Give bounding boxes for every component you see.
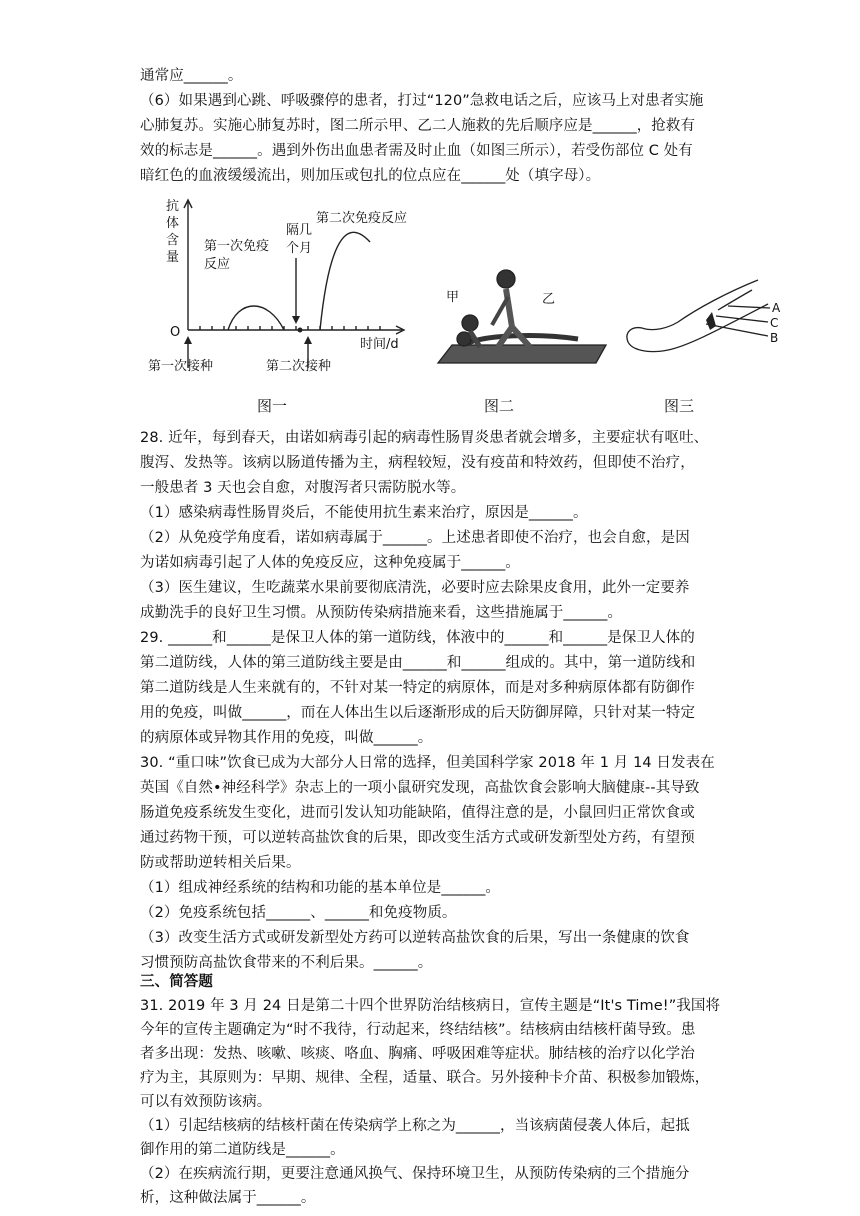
label-a: A — [772, 301, 781, 315]
y-label-char: 体 — [166, 216, 180, 231]
figure-3-leg-illustration — [618, 270, 788, 370]
text-line: 效的标志是______。遇到外伤出血患者需及时止血（如图三所示），若受伤部位 C 处有 — [140, 143, 693, 159]
text-line: 第二道防线是人生来就有的，不针对某一特定的病原体，而是对多种病原体都有防御作 — [140, 680, 695, 696]
text-line: （2）在疾病流行期，更要注意通风换气、保持环境卫生，从预防传染病的三个措施分 — [140, 1166, 690, 1182]
text-line: 的病原体或异物其作用的免疫，叫做______。 — [140, 730, 433, 746]
text-line: 防或帮助逆转相关后果。 — [140, 855, 301, 871]
text-line: 31. 2019 年 3 月 24 日是第二十四个世界防治结核病日，宣传主题是“It's Time!”我国将 — [140, 998, 721, 1014]
text-line: 第二道防线，人体的第三道防线主要是由______和______组成的。其中，第一道防线和 — [140, 655, 696, 671]
text-line: 成勤洗手的良好卫生习惯。从预防传染病措施来看，这些措施属于______。 — [140, 605, 623, 621]
text-line: 疗为主，其原则为：早期、规律、全程，适量、联合。另外接种卡介苗、积极参加锻炼， — [140, 1070, 710, 1086]
text-line: （3）改变生活方式或研发新型处方药可以逆转高盐饮食的后果，写出一条健康的饮食 — [140, 930, 690, 946]
first-shot-label: 第一次接种 — [148, 359, 214, 374]
y-label-char: 含 — [166, 233, 180, 248]
text-line: 通常应______。 — [140, 68, 243, 84]
interval-label: 个月 — [286, 241, 313, 256]
text-line: （6）如果遇到心跳、呼吸骤停的患者，打过“120”急救电话之后，应该马上对患者实施 — [140, 93, 704, 109]
text-line: 一般患者 3 天也会自愈，对腹泻者只需防脱水等。 — [140, 480, 466, 496]
origin-label: O — [170, 325, 181, 340]
first-response-label: 第一次免疫 — [204, 239, 270, 254]
text-line: 英国《自然•神经科学》杂志上的一项小鼠研究发现，高盐饮食会影响大脑健康--其导致 — [140, 780, 700, 796]
text-line: 暗红色的血液缓缓流出，则加压或包扎的位点应在______处（填字母）。 — [140, 168, 601, 184]
text-line: （2）从免疫学角度看，诺如病毒属于______。上述患者即使不治疗，也会自愈，是因 — [140, 530, 690, 546]
figure-2-cpr-illustration — [428, 255, 608, 370]
first-response-label: 反应 — [204, 257, 231, 272]
figure-1-antibody-chart — [140, 190, 420, 390]
text-line: 可以有效预防该病。 — [140, 1094, 272, 1110]
text-line: （1）引起结核病的结核杆菌在传染病学上称之为______，当该病菌侵袭人体后，起抵 — [140, 1118, 690, 1134]
text-line: 御作用的第二道防线是______。 — [140, 1142, 345, 1158]
text-line: 腹泻、发热等。该病以肠道传播为主，病程较短，没有疫苗和特效药，但即使不治疗， — [140, 455, 695, 471]
label-jia: 甲 — [446, 290, 460, 305]
label-yi: 乙 — [542, 292, 556, 307]
text-line: （2）免疫系统包括______、______和免疫物质。 — [140, 905, 457, 921]
figure-3-caption: 图三 — [664, 397, 695, 415]
second-response-label: 第二次免疫反应 — [316, 211, 408, 226]
label-c: C — [770, 316, 779, 330]
interval-label: 隔几 — [286, 223, 313, 238]
text-line: （3）医生建议，生吃蔬菜水果前要彻底清洗，必要时应去除果皮食用，此外一定要养 — [140, 580, 690, 596]
text-line: （1）感染病毒性肠胃炎后，不能使用抗生素来治疗，原因是______。 — [140, 505, 588, 521]
text-line: 为诺如病毒引起了人体的免疫反应，这种免疫属于______。 — [140, 555, 520, 571]
text-line: 用的免疫，叫做______，而在人体出生以后逐渐形成的后天防御屏障，只针对某一特定 — [140, 705, 696, 721]
text-line: 通过药物干预，可以逆转高盐饮食的后果，即改变生活方式或研发新型处方药，有望预 — [140, 830, 695, 846]
figure-1-caption: 图一 — [257, 397, 288, 415]
second-shot-label: 第二次接种 — [266, 359, 332, 374]
label-b: B — [770, 331, 779, 345]
text-line: 30. “重口味”饮食已成为大部分人日常的选择，但美国科学家 2018 年 1 月 14 日发表在 — [140, 755, 715, 771]
figure-2-caption: 图二 — [484, 397, 515, 415]
text-line: （1）组成神经系统的结构和功能的基本单位是______。 — [140, 880, 501, 896]
y-label-char: 量 — [166, 250, 180, 265]
y-label-char: 抗 — [166, 199, 180, 214]
text-line: 者多出现：发热、咳嗽、咳痰、咯血、胸痛、呼吸困难等症状。肺结核的治疗以化学治 — [140, 1046, 695, 1062]
text-line: 肠道免疫系统发生变化，进而引发认知功能缺陷，值得注意的是，小鼠回归正常饮食或 — [140, 805, 695, 821]
text-line: 28. 近年，每到春天，由诺如病毒引起的病毒性肠胃炎患者就会增多，主要症状有呕吐、 — [140, 430, 709, 446]
text-line: 析，这种做法属于______。 — [140, 1190, 316, 1206]
x-axis-label: 时间/d — [360, 337, 399, 352]
text-line: 习惯预防高盐饮食带来的不利后果。______。 — [140, 955, 433, 971]
text-line: 心肺复苏。实施心肺复苏时，图二所示甲、乙二人施救的先后顺序应是______，抢救有 — [140, 118, 696, 134]
text-line: 29. ______和______是保卫人体的第一道防线，体液中的______和______是保卫人体的 — [140, 630, 695, 646]
section-heading: 三、简答题 — [140, 974, 213, 990]
text-line: 今年的宣传主题确定为“时不我待，行动起来，终结结核”。结核病由结核杆菌导致。患 — [140, 1022, 696, 1038]
